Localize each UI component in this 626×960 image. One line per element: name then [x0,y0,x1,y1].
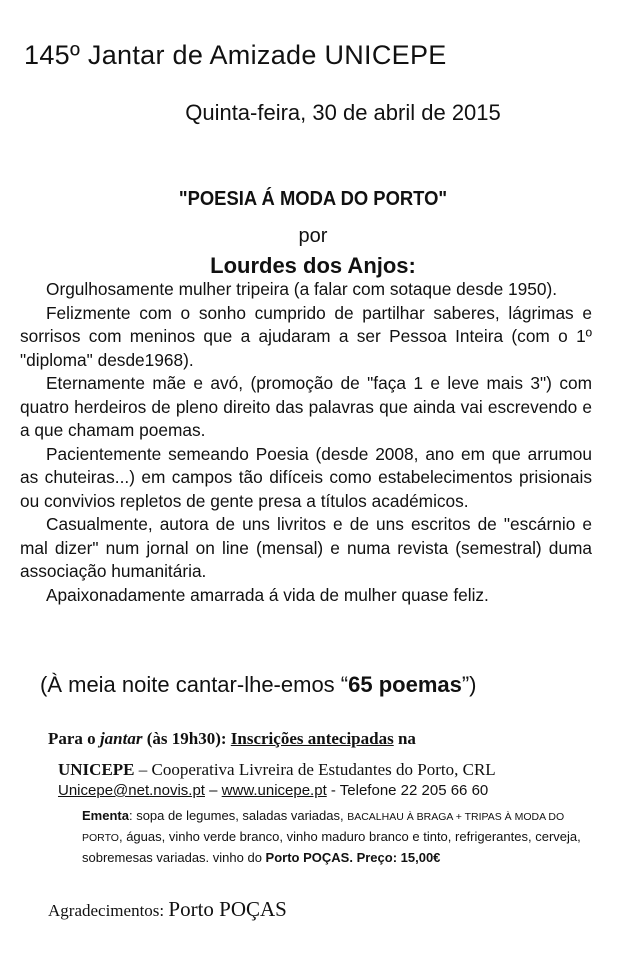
registration-label: Inscrições antecipadas [230,729,394,748]
organization-name: UNICEPE [58,760,135,779]
menu-label: Ementa [82,808,129,823]
author-name: Lourdes dos Anjos: [210,253,416,278]
organization-description: – Cooperativa Livreira de Estudantes do Porto, CRL [134,760,496,779]
bio-paragraph: Casualmente, autora de uns livritos e de uns escritos de "escárnio e mal dizer" num jornal on line (mensal) e numa revista (semestral) duma associação humanitária. [20,514,592,581]
dinner-word: jantar [99,729,143,748]
price-value: 15,00€ [400,850,441,865]
email-link[interactable]: Unicepe@net.novis.pt [58,782,205,799]
acknowledgements [48,897,287,922]
by-label: por [298,225,328,247]
midnight-close: ”) [461,672,477,697]
bio-paragraph: Apaixonadamente amarrada á vida de mulher quase feliz. [46,584,489,605]
bio-paragraph: Felizmente com o sonho cumprido de partilhar saberes, lágrimas e sorrisos com meninos que a ajudaram a ser Pessoa Inteira (com o 1º "diploma" desde1968). [20,302,592,370]
dinner-prefix: Para o [48,729,100,748]
midnight-note [40,672,477,698]
phone-number: - Telefone 22 205 66 60 [326,782,489,799]
contact-separator: – [204,782,222,799]
menu-main-dishes: BACALHAU À BRAGA + TRIPAS À MODA DO PORTO [82,811,565,844]
contact-line [58,782,488,799]
dinner-info [48,729,416,749]
organization-line [58,760,496,780]
menu-description [82,806,594,867]
author-bio [20,278,592,607]
dinner-time: (às 19h30): [142,729,231,748]
menu-wine: Porto POÇAS [265,850,350,865]
event-date: Quinta-feira, 30 de abril de 2015 [185,100,501,125]
price-label: . Preço: [349,850,401,865]
event-title: 145º Jantar de Amizade UNICEPE [24,40,447,70]
menu-text: : sopa de legumes, saladas variadas, [128,808,348,823]
midnight-highlight: 65 poemas [348,672,462,697]
website-link[interactable]: www.unicepe.pt [221,782,327,799]
dinner-suffix: na [393,729,416,748]
bio-paragraph: Pacientemente semeando Poesia (desde 2008, ano em que arrumou as chuteiras...) em campos tão difíceis como estabelecimentos prisionais ou convivios repletos de gente presa a títulos académicos. [20,443,592,511]
bio-paragraph: Eternamente mãe e avó, (promoção de "faça 1 e leve mais 3") com quatro herdeiros de pleno direito das palavras que ainda vai escrevendo e a que chamam poemas. [20,373,592,440]
menu-text-continued: , águas, vinho verde branco, vinho maduro branco e tinto, refrigerantes, cerveja, sobremesas variadas. vinho do [82,829,581,865]
sponsor-name: Porto POÇAS [168,897,287,921]
bio-paragraph: Orgulhosamente mulher tripeira (a falar com sotaque desde 1950). [46,279,558,299]
event-theme: "POESIA Á MODA DO PORTO" [178,188,448,210]
midnight-text: (À meia noite cantar-lhe-emos “ [40,672,349,697]
acknowledgements-label: Agradecimentos: [48,901,169,920]
